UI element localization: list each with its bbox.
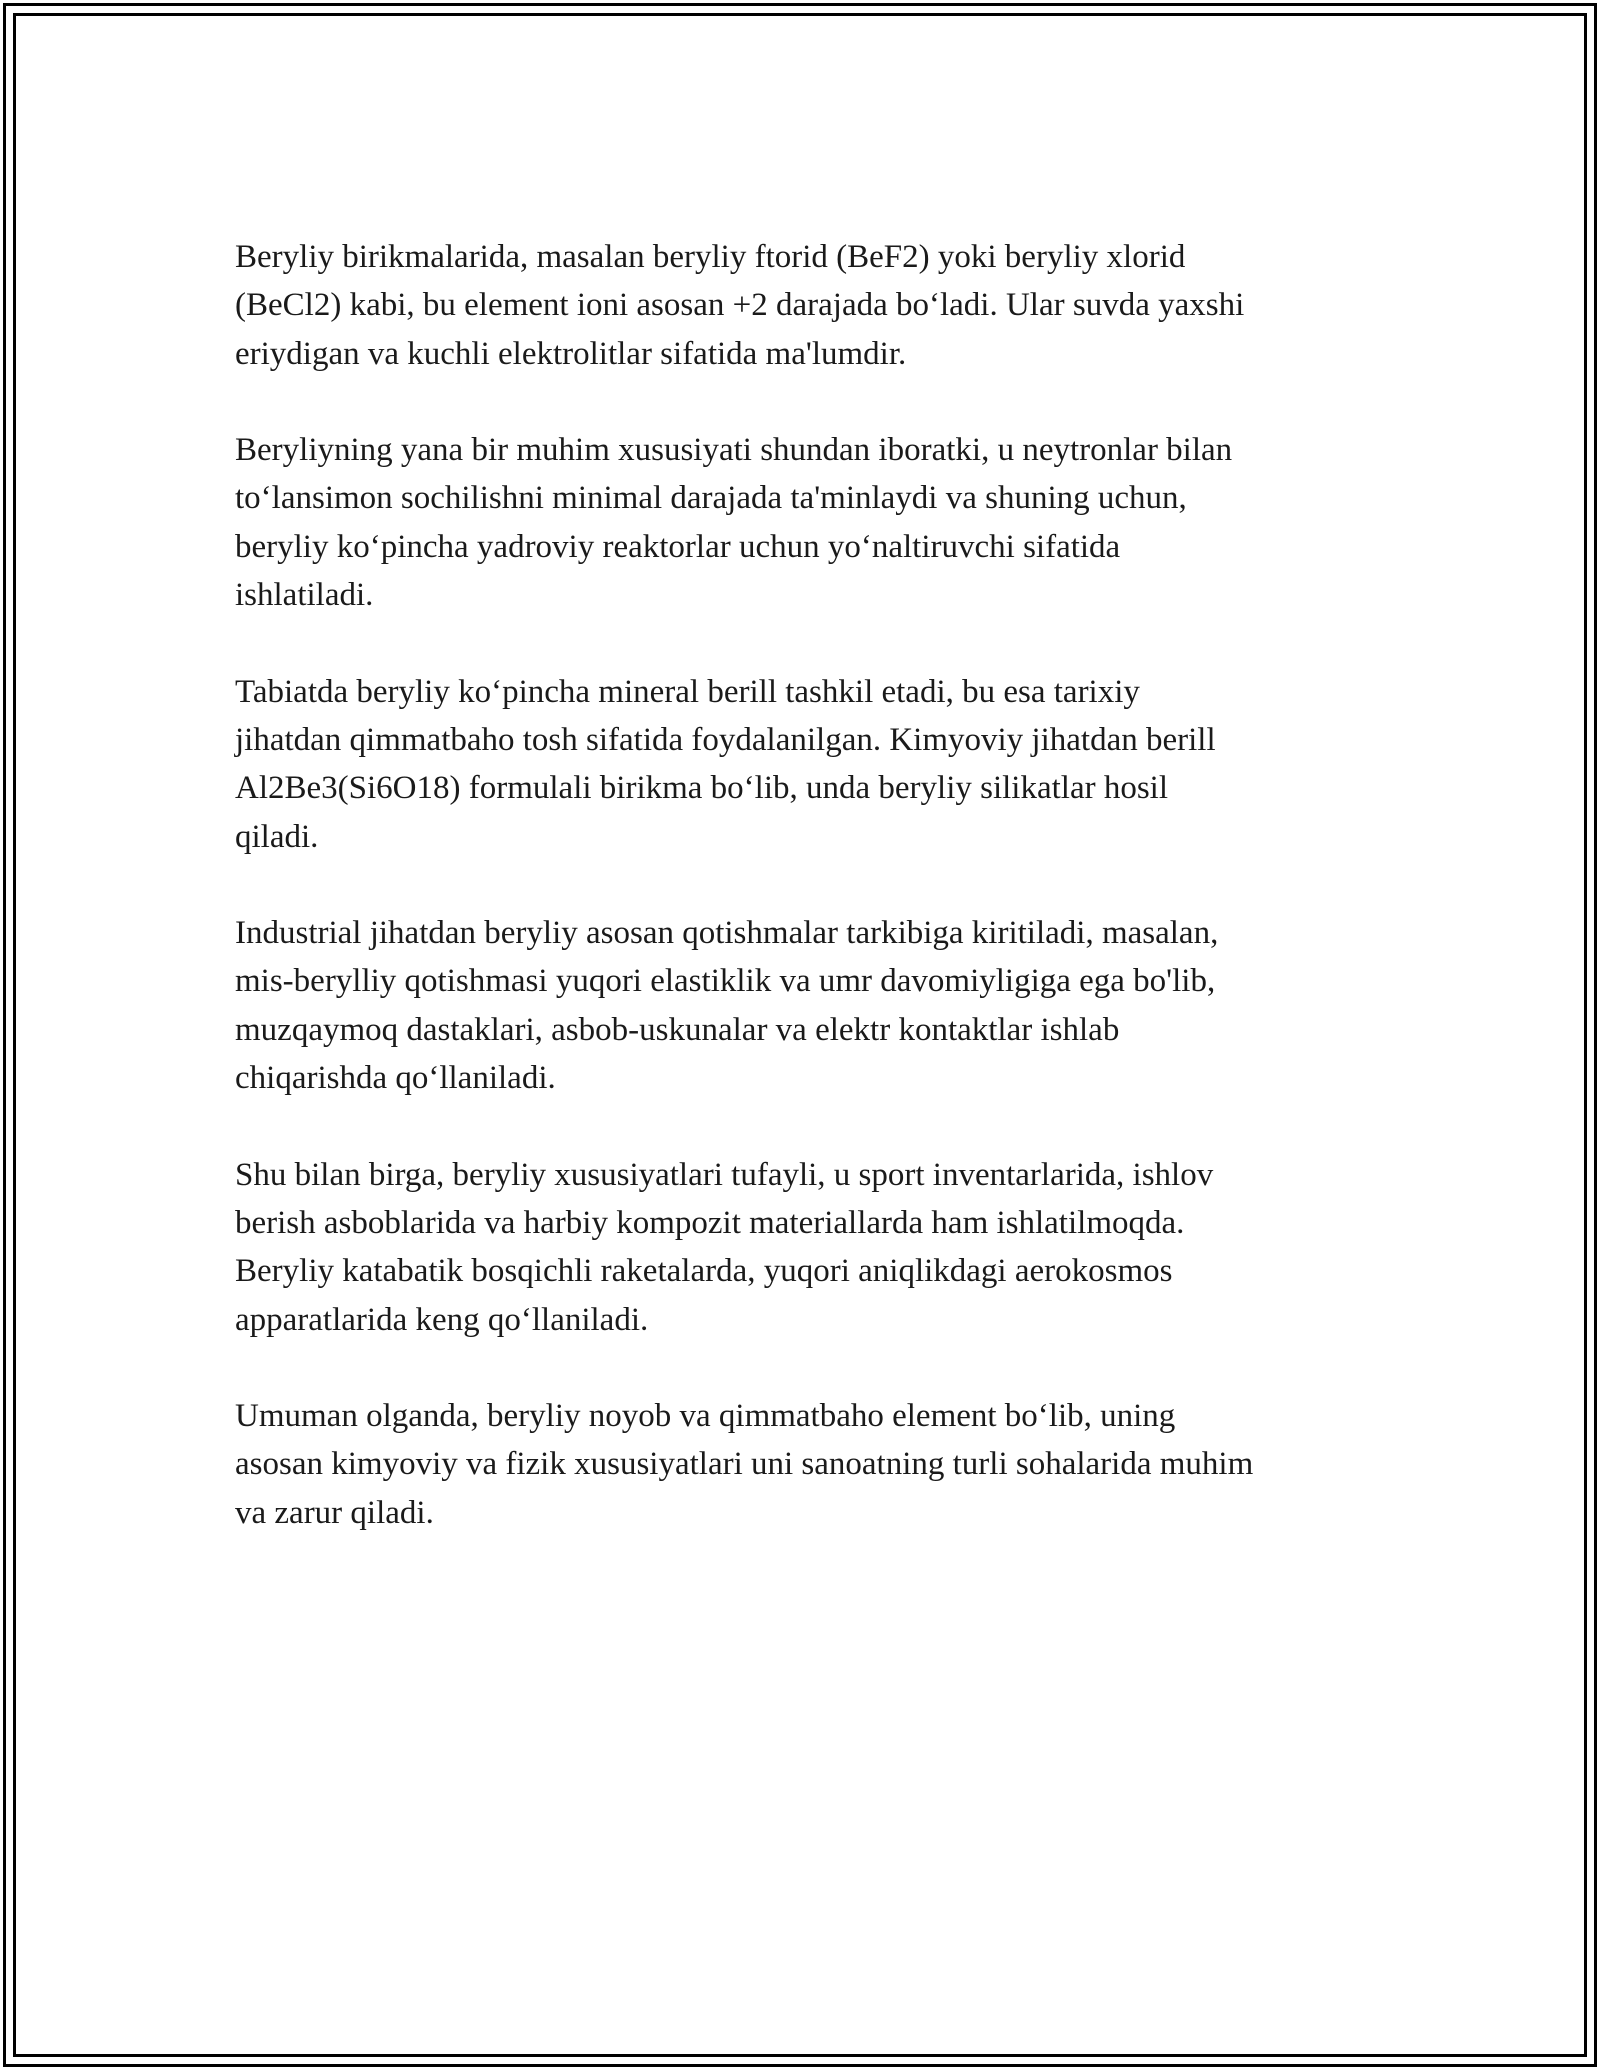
text-line: eriydigan va kuchli elektrolitlar sifatida ma'lumdir. (235, 335, 907, 372)
text-line: mis-berylliy qotishmasi yuqori elastiklik va umr davomiyligiga ega bo'lib, (235, 963, 1216, 1000)
text-line: apparatlarida keng qo‘llaniladi. (235, 1301, 649, 1338)
text-line: berish asboblarida va harbiy kompozit materiallarda ham ishlatilmoqda. (235, 1204, 1185, 1241)
text-line: Tabiatda beryliy ko‘pincha mineral berill tashkil etadi, bu esa tarixiy (235, 673, 1140, 710)
text-line: Shu bilan birga, beryliy xususiyatlari tufayli, u sport inventarlarida, ishlov (235, 1156, 1214, 1193)
text-line: muzqaymoq dastaklari, asbob-uskunalar va elektr kontaktlar ishlab (235, 1011, 1120, 1048)
text-line: va zarur qiladi. (235, 1494, 434, 1531)
paragraph (235, 1392, 1375, 1537)
paragraph (235, 668, 1375, 861)
text-line: beryliy ko‘pincha yadroviy reaktorlar uchun yo‘naltiruvchi sifatida (235, 528, 1121, 565)
text-line: Beryliy katabatik bosqichli raketalarda, yuqori aniqlikdagi aerokosmos (235, 1253, 1173, 1290)
text-line: Umuman olganda, beryliy noyob va qimmatbaho element bo‘lib, uning (235, 1398, 1176, 1435)
text-line: Beryliy birikmalarida, masalan beryliy ftorid (BeF2) yoki beryliy xlorid (235, 239, 1186, 275)
text-line: chiqarishda qo‘llaniladi. (235, 1060, 556, 1097)
text-line: asosan kimyoviy va fizik xususiyatlari uni sanoatning turli sohalarida muhim (235, 1446, 1254, 1483)
paragraph (235, 909, 1375, 1102)
text-line: jihatdan qimmatbaho tosh sifatida foydalanilgan. Kimyoviy jihatdan berill (235, 721, 1216, 758)
paragraph (235, 426, 1375, 619)
text-line: Industrial jihatdan beryliy asosan qotishmalar tarkibiga kiritiladi, masalan, (235, 915, 1219, 952)
text-line: Beryliyning yana bir muhim xususiyati shundan iboratki, u neytronlar bilan (235, 432, 1233, 469)
paragraph (235, 233, 1375, 378)
paragraph (235, 1151, 1375, 1344)
text-line: ishlatiladi. (235, 577, 374, 614)
document-body (235, 233, 1375, 1537)
text-line: to‘lansimon sochilishni minimal darajada ta'minlaydi va shuning uchun, (235, 480, 1187, 517)
text-line: (BeCl2) kabi, bu element ioni asosan +2 darajada bo‘ladi. Ular suvda yaxshi (235, 287, 1245, 324)
text-line: Al2Be3(Si6O18) formulali birikma bo‘lib, unda beryliy silikatlar hosil (235, 770, 1169, 807)
text-line: qiladi. (235, 818, 319, 855)
